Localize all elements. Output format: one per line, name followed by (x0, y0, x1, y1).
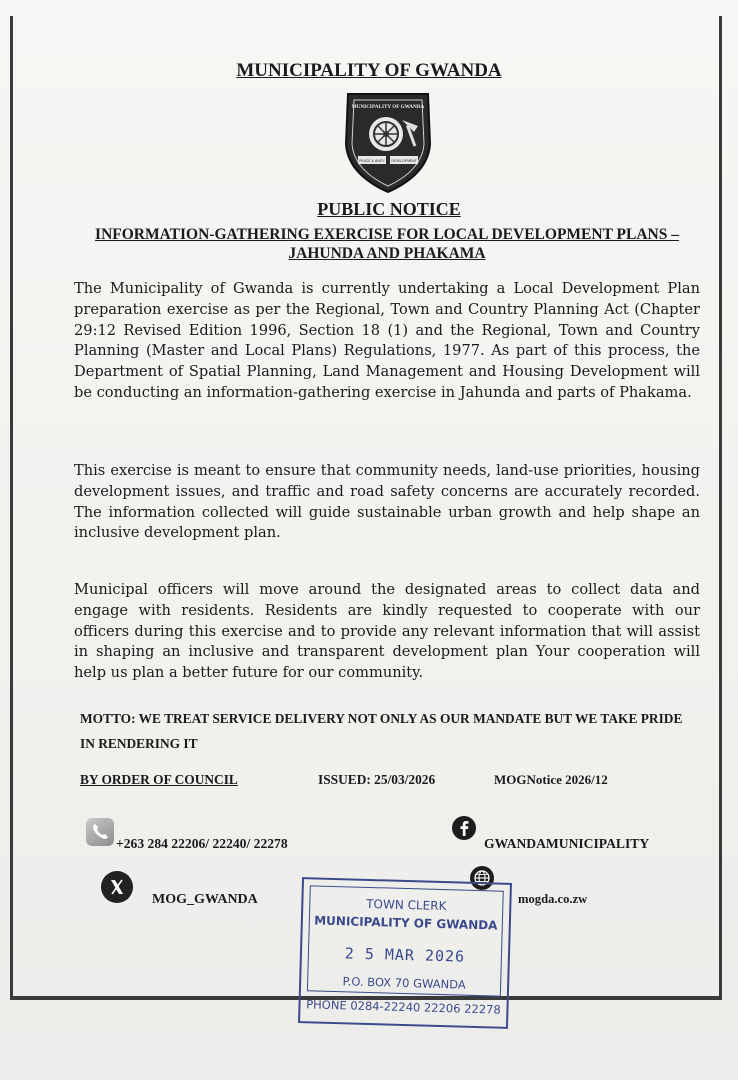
stamp-line-2: MUNICIPALITY OF GWANDA (314, 913, 498, 933)
municipal-crest-icon (340, 86, 436, 194)
body-paragraph-3: Municipal officers will move around the designated areas to collect data and engage with residents. Residents are kindly requested to cooperate with our officers during this exercise and to provide any relevant information that will assist in shaping an inclusive and transparent development plan Your cooperation will help us plan a better future for our community. (74, 581, 700, 682)
x-logo-icon (101, 871, 133, 903)
town-clerk-stamp (298, 877, 512, 1029)
facebook-icon (452, 816, 476, 840)
motto: MOTTO: WE TREAT SERVICE DELIVERY NOT ONLY AS OUR MANDATE BUT WE TAKE PRIDE IN RENDERING IT (80, 711, 683, 751)
body-paragraph-1: The Municipality of Gwanda is currently undertaking a Local Development Plan preparation exercise as per the Regional, Town and Country Planning Act (Chapter 29:12 Revised Edition 1996, Section 18 (1) and the Regional, Town and Country Planning (Master and Local Plans) Regulations, 1977. As part of this process, the Department of Spatial Planning, Land Management and Housing Development will be conducting an information-gathering exercise in Jahunda and parts of Phakama. (74, 280, 700, 401)
order-of-council: BY ORDER OF COUNCIL (80, 772, 238, 787)
notice-heading: PUBLIC NOTICE (317, 199, 461, 219)
website: mogda.co.zw (518, 892, 588, 906)
stamp-box: P.O. BOX 70 GWANDA (342, 974, 466, 992)
svg-text:PEACE & UNITY: PEACE & UNITY (359, 159, 385, 163)
svg-text:DEVELOPMENT: DEVELOPMENT (391, 159, 417, 163)
notice-subject: INFORMATION-GATHERING EXERCISE FOR LOCAL DEVELOPMENT PLANS – JAHUNDA AND PHAKAMA (95, 226, 679, 262)
stamp-phone: PHONE 0284-22240 22206 22278 (306, 997, 501, 1017)
x-handle: MOG_GWANDA (152, 892, 258, 907)
issued-date: ISSUED: 25/03/2026 (318, 772, 436, 787)
facebook-handle: GWANDAMUNICIPALITY (484, 836, 650, 851)
phone-icon (86, 818, 114, 846)
stamp-line-1: TOWN CLERK (366, 896, 447, 914)
phone-numbers: +263 284 22206/ 22240/ 22278 (116, 836, 288, 851)
body-paragraph-2: This exercise is meant to ensure that community needs, land-use priorities, housing development issues, and traffic and road safety concerns are accurately recorded. The information collected will guide sustainable urban growth and help shape an inclusive development plan. (74, 462, 700, 542)
page-title: MUNICIPALITY OF GWANDA (236, 60, 502, 81)
stamp-date: 2 5 MAR 2026 (344, 944, 466, 966)
svg-text:MUNICIPALITY OF GWANDA: MUNICIPALITY OF GWANDA (351, 104, 425, 110)
notice-reference: MOGNotice 2026/12 (494, 772, 608, 787)
